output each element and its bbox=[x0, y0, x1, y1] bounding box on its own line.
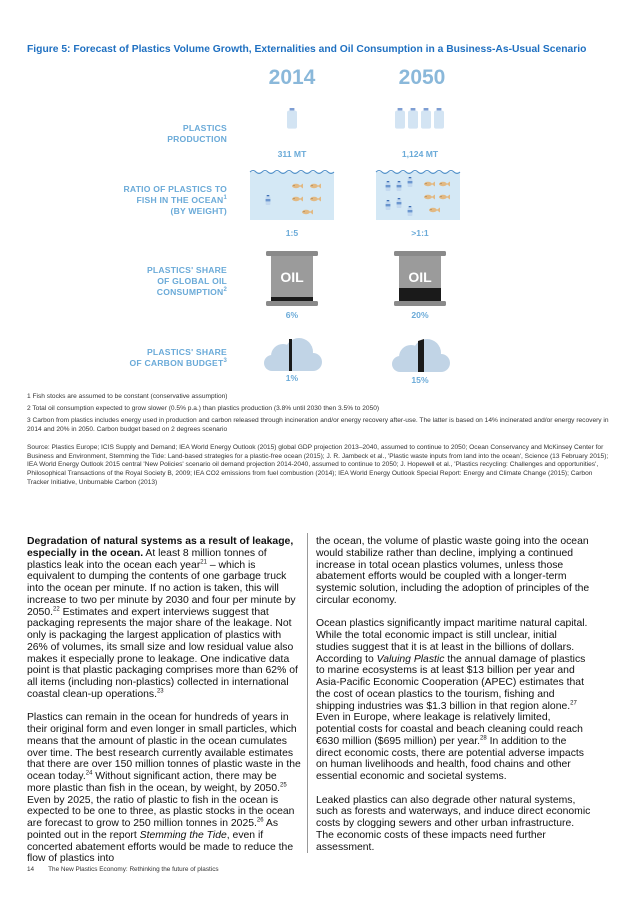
footnote-1: 1 Fish stocks are assumed to be constant (conservative assumption) bbox=[27, 393, 228, 400]
row-label-ratio: RATIO OF PLASTICS TO FISH IN THE OCEAN$^1$ (BY WEIGHT) bbox=[123, 184, 227, 216]
row-label-production: PLASTICS PRODUCTION bbox=[167, 123, 227, 144]
paragraph: Leaked plastics can also degrade other natural systems, such as forests and waterways, and induce direct economic costs by clogging sewers and other urban infrastructure. The economic costs of these impacts need further assessment. bbox=[316, 794, 591, 853]
bottle-icon bbox=[287, 108, 297, 129]
oil-barrel-2050-text: OIL bbox=[408, 269, 432, 285]
body-left-column bbox=[27, 536, 303, 877]
value-ratio-2050: >1:1 bbox=[411, 228, 429, 238]
footnote-3: 3 Carbon from plastics includes energy used in production and carbon released through incineration and/or energy recovery after-use. The latter is based on 14% incinerated and/or energy recovery in 2014 and 20% in 2050. Carbon budget based on 2 degrees scenario bbox=[27, 417, 609, 433]
paragraph: Plastics can remain in the ocean for hundreds of years in their original form and even longer in small particles, which means that the amount of plastic in the ocean cumulates over time. The best research currently available estimates that there are over 150 million tonnes of plastic waste in the ocean today.$^{24}$ Without significant action, there may be more plastic than fish in the ocean, by weight, by 2050.25 Even by 2025, the ratio of plastic to fish in the ocean is expected to be one to three, as plastic stocks in the ocean are forecast to grow to 250 million tonnes in 2025.26 As pointed out in the report Stemming the Tide, even if concerted abatement efforts would be made to reduce the flow of plastics into bbox=[27, 712, 301, 865]
paragraph: the ocean, the volume of plastic waste going into the ocean would stabilize rather than decline, implying a continued increase in total ocean plastics volumes, unless those abatement efforts would be coupled with a longer-term systemic solution, including the adoption of principles of the circular economy. bbox=[316, 536, 590, 606]
body-right-column bbox=[316, 536, 592, 865]
bottle-icon bbox=[421, 108, 431, 129]
page-footer bbox=[27, 866, 219, 873]
bottle-icon bbox=[434, 108, 444, 129]
year-2014-label: 2014 bbox=[268, 66, 316, 89]
row-label-oil: PLASTICS' SHARE OF GLOBAL OIL CONSUMPTION$^2$ bbox=[146, 265, 227, 297]
value-production-2050: 1,124 MT bbox=[401, 149, 439, 159]
value-oil-2050: 20% bbox=[411, 310, 429, 320]
bottle-icon bbox=[408, 108, 418, 129]
cloud-2014-icon bbox=[264, 338, 322, 371]
value-production-2014: 311 MT bbox=[277, 149, 307, 159]
footer-title: The New Plastics Economy: Rethinking the future of plastics bbox=[48, 866, 219, 873]
oil-barrel-2014-text: OIL bbox=[280, 269, 304, 285]
figure-source: Source: Plastics Europe; ICIS Supply and Demand; IEA World Energy Outlook (2015) global GDP projection 2013–2040, assumed to continue to 2050; Ocean Conservancy and McKinsey Center for Business and Environment, Stemming the Tide: Land-based strategies for a plastic-free ocean (2015); J. R. Jambeck et al., 'Plastic waste inputs from land into the ocean', Science (13 February 2015); IEA World Energy Outlook 2015 central 'New Policies' scenario oil demand projection 2014-2040, assumed to continue to 2050; J. Hopewell et al., 'Plastics recycling: Challenges and opportunities', Philosophical Transactions of the Royal Society B, 2009; IEA CO2 emissions from fuel combustion (2014); IEA World Energy Outlook Special Report: Energy and Climate Change (2015); Carbon Tracker Initiative, Unburnable Carbon (2013) bbox=[27, 444, 609, 486]
paragraph: Degradation of natural systems as a result of leakage, especially in the ocean. At least 8 million tonnes of plastics leak into the ocean each year$^{21}$ – which is equivalent to dumping the contents of one garbage truck into the ocean per minute. If no action is taken, this will increase to two per minute by 2030 and four per minute by 2050.22 Estimates and expert interviews suggest that packaging represents the major share of the leakage. Not only is packaging the largest application of plastics with 26% of volumes, its small size and low residual value also makes it especially prone to leakage. One indicative data point is that plastic packaging comprises more than 62% of all items (including non-plastics) collected in international coastal clean-up operations.$^{23}$ bbox=[27, 536, 298, 700]
row-label-carbon: PLASTICS' SHARE OF CARBON BUDGET$^3$ bbox=[129, 347, 227, 368]
cloud-2050-icon bbox=[392, 339, 450, 372]
column-divider bbox=[307, 533, 308, 853]
bottle-icon bbox=[395, 108, 405, 129]
page-number: 14 bbox=[27, 866, 35, 873]
value-oil-2014: 6% bbox=[285, 310, 299, 320]
footnote-2: 2 Total oil consumption expected to grow slower (0.5% p.a.) than plastics production (3.8% until 2030 then 3.5% to 2050) bbox=[27, 405, 380, 412]
figure-title: Figure 5: Forecast of Plastics Volume Growth, Externalities and Oil Consumption in a Business-As-Usual Scenario bbox=[27, 44, 587, 55]
paragraph: Ocean plastics significantly impact maritime natural capital. While the total economic impact is still unclear, initial studies suggest that it is at least in the billions of dollars. According to Valuing Plastic the annual damage of plastics to marine ecosystems is at least $13 billion per year and Asia-Pacific Economic Cooperation (APEC) estimates that the cost of ocean plastics to the tourism, fishing and shipping industries was $1.3 billion in that region alone.$^{27}$ Even in Europe, where leakage is relatively limited, potential costs for coastal and beach cleaning could reach €630 million ($695 million) per year.$^{28}$ In addition to the direct economic costs, there are potential adverse impacts on human livelihoods and health, food chains and other essential economic and societal systems. bbox=[316, 618, 588, 782]
ocean-2050-icon bbox=[376, 171, 460, 221]
value-carbon-2014: 1% bbox=[285, 373, 299, 383]
value-carbon-2050: 15% bbox=[411, 375, 429, 385]
value-ratio-2014: 1:5 bbox=[285, 228, 299, 238]
infographic bbox=[0, 0, 636, 390]
ocean-2014-icon bbox=[250, 171, 334, 221]
year-2050-label: 2050 bbox=[398, 66, 446, 89]
